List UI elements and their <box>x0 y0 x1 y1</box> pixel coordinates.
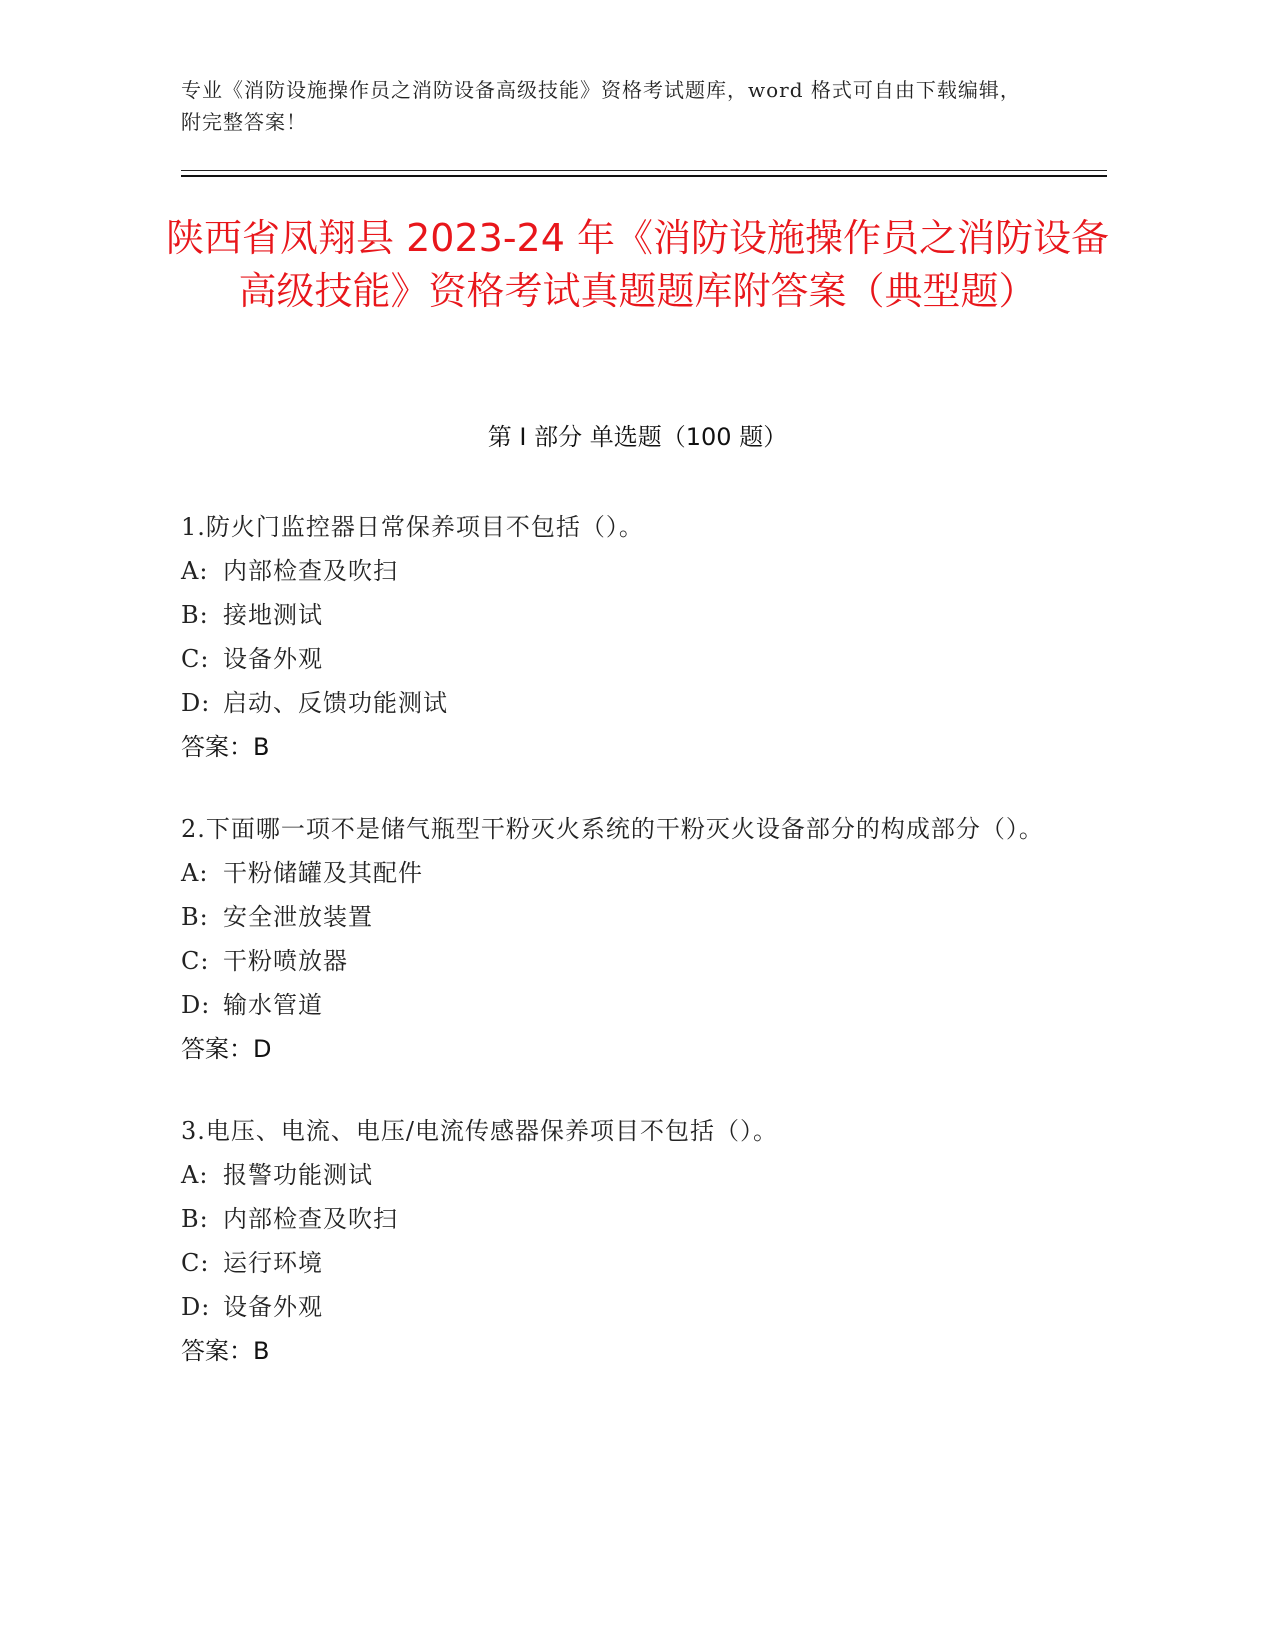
option-b <box>181 895 1061 939</box>
question-item <box>181 1109 1061 1373</box>
option-text: 输水管道 <box>223 991 323 1019</box>
document-title: 陕西省凤翔县 2023-24 年《消防设施操作员之消防设备高级技能》资格考试真题题库附答案（典型题） <box>166 216 1109 313</box>
option-text: 干粉储罐及其配件 <box>223 859 423 887</box>
option-c <box>181 939 1061 983</box>
option-text: 报警功能测试 <box>223 1161 373 1189</box>
option-a <box>181 1153 1061 1197</box>
option-text: 设备外观 <box>223 1293 323 1321</box>
answer-line: 答案：B <box>181 1337 270 1365</box>
option-text: 干粉喷放器 <box>223 947 348 975</box>
answer-line: 答案：D <box>181 1035 272 1063</box>
option-text: 接地测试 <box>223 601 323 629</box>
option-letter: C: <box>181 947 210 975</box>
question-stem: 3.电压、电流、电压/电流传感器保养项目不包括（）。 <box>181 1117 778 1145</box>
header-divider-thick <box>181 175 1107 177</box>
option-letter: C: <box>181 645 210 673</box>
option-letter: A: <box>181 557 209 585</box>
option-letter: B: <box>181 1205 209 1233</box>
option-letter: D: <box>181 1293 211 1321</box>
option-b <box>181 1197 1061 1241</box>
option-letter: D: <box>181 991 211 1019</box>
option-letter: B: <box>181 903 209 931</box>
option-letter: D: <box>181 689 211 717</box>
option-c <box>181 1241 1061 1285</box>
option-a <box>181 851 1061 895</box>
option-text: 内部检查及吹扫 <box>223 557 398 585</box>
option-c <box>181 637 1061 681</box>
option-text: 运行环境 <box>223 1249 323 1277</box>
option-text: 启动、反馈功能测试 <box>223 689 448 717</box>
section-title: 第 I 部分 单选题（100 题） <box>487 423 788 451</box>
option-d <box>181 681 1061 725</box>
question-item <box>181 505 1061 769</box>
question-item <box>181 807 1061 1071</box>
option-a <box>181 549 1061 593</box>
option-d <box>181 1285 1061 1329</box>
option-d <box>181 983 1061 1027</box>
option-b <box>181 593 1061 637</box>
option-text: 内部检查及吹扫 <box>223 1205 398 1233</box>
option-text: 设备外观 <box>223 645 323 673</box>
option-letter: A: <box>181 859 209 887</box>
option-text: 安全泄放装置 <box>223 903 373 931</box>
option-letter: B: <box>181 601 209 629</box>
option-letter: A: <box>181 1161 209 1189</box>
header-divider-thin <box>181 170 1107 171</box>
question-list <box>181 505 1061 1411</box>
answer-line: 答案：B <box>181 733 270 761</box>
option-letter: C: <box>181 1249 210 1277</box>
question-stem: 1.防火门监控器日常保养项目不包括（）。 <box>181 513 644 541</box>
question-stem: 2.下面哪一项不是储气瓶型干粉灭火系统的干粉灭火设备部分的构成部分（）。 <box>181 815 1044 843</box>
header-note: 专业《消防设施操作员之消防设备高级技能》资格考试题库，word 格式可自由下载编辑，附完整答案！ <box>181 78 1021 134</box>
